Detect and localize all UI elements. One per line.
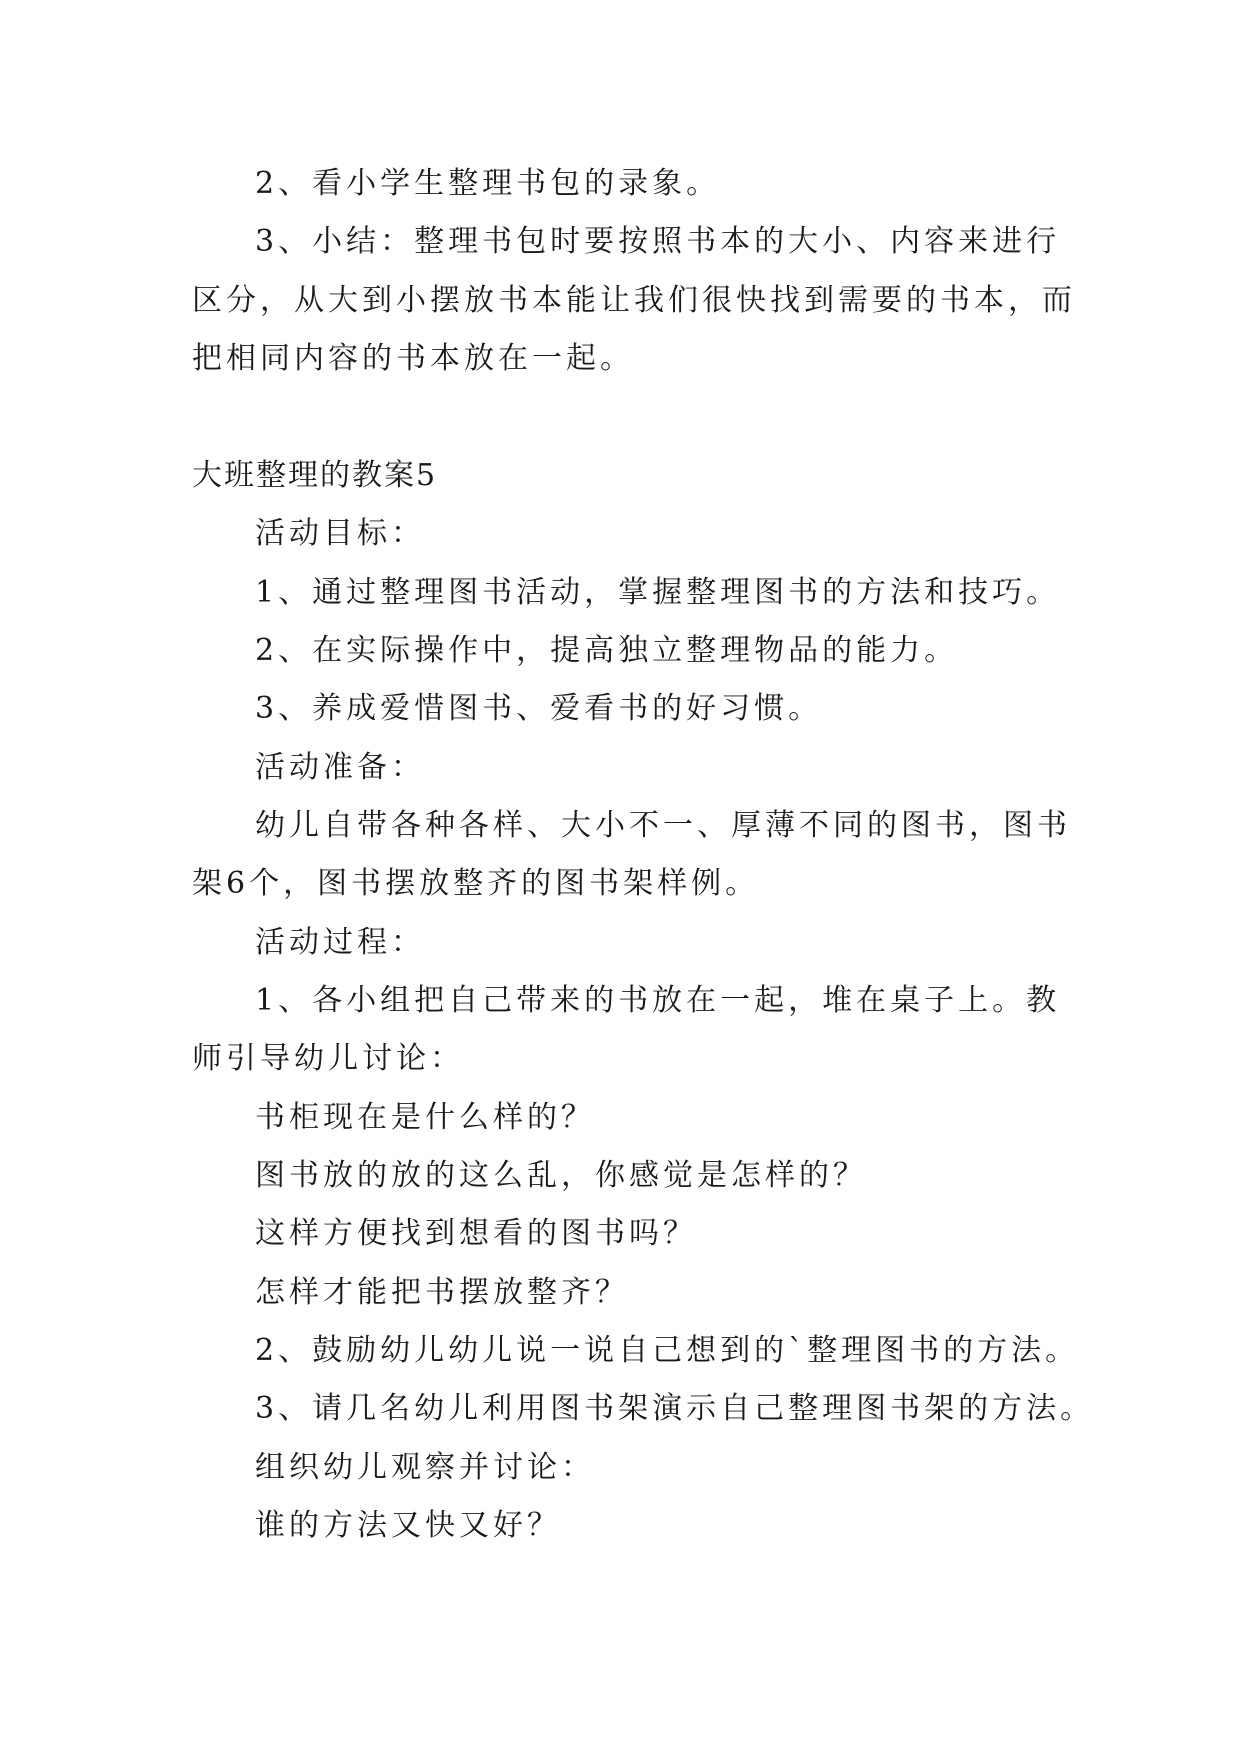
paragraph-line: 活动目标： <box>255 516 425 551</box>
paragraph-line: 活动准备： <box>255 750 425 785</box>
paragraph-line: 架6个，图书摆放整齐的图书架样例。 <box>192 866 760 901</box>
section-heading: 大班整理的教案5 <box>192 458 438 493</box>
paragraph-line: 区分，从大到小摆放书本能让我们很快找到需要的书本，而 <box>192 283 1076 318</box>
paragraph-line: 3、小结：整理书包时要按照书本的大小、内容来进行 <box>255 224 1061 259</box>
paragraph-line: 3、请几名幼儿利用图书架演示自己整理图书架的方法。 <box>255 1391 1095 1426</box>
paragraph-line: 2、看小学生整理书包的录象。 <box>255 166 721 201</box>
paragraph-line: 2、在实际操作中，提高独立整理物品的能力。 <box>255 633 959 668</box>
paragraph-line: 谁的方法又快又好？ <box>255 1508 561 1543</box>
paragraph-line: 师引导幼儿讨论： <box>192 1041 464 1076</box>
paragraph-line: 这样方便找到想看的图书吗？ <box>255 1216 697 1251</box>
paragraph-line: 组织幼儿观察并讨论： <box>255 1450 595 1485</box>
paragraph-line: 2、鼓励幼儿幼儿说一说自己想到的`整理图书的方法。 <box>255 1333 1080 1368</box>
paragraph-line: 活动过程： <box>255 925 425 960</box>
paragraph-line: 3、养成爱惜图书、爱看书的好习惯。 <box>255 691 823 726</box>
paragraph-line: 把相同内容的书本放在一起。 <box>192 341 634 376</box>
paragraph-line: 怎样才能把书摆放整齐？ <box>255 1275 629 1310</box>
paragraph-line: 幼儿自带各种各样、大小不一、厚薄不同的图书，图书 <box>255 808 1071 843</box>
paragraph-line: 图书放的放的这么乱，你感觉是怎样的？ <box>255 1158 867 1193</box>
paragraph-line: 1、各小组把自己带来的书放在一起，堆在桌子上。教 <box>255 983 1061 1018</box>
paragraph-line: 书柜现在是什么样的？ <box>255 1100 595 1135</box>
paragraph-line: 1、通过整理图书活动，掌握整理图书的方法和技巧。 <box>255 575 1061 610</box>
